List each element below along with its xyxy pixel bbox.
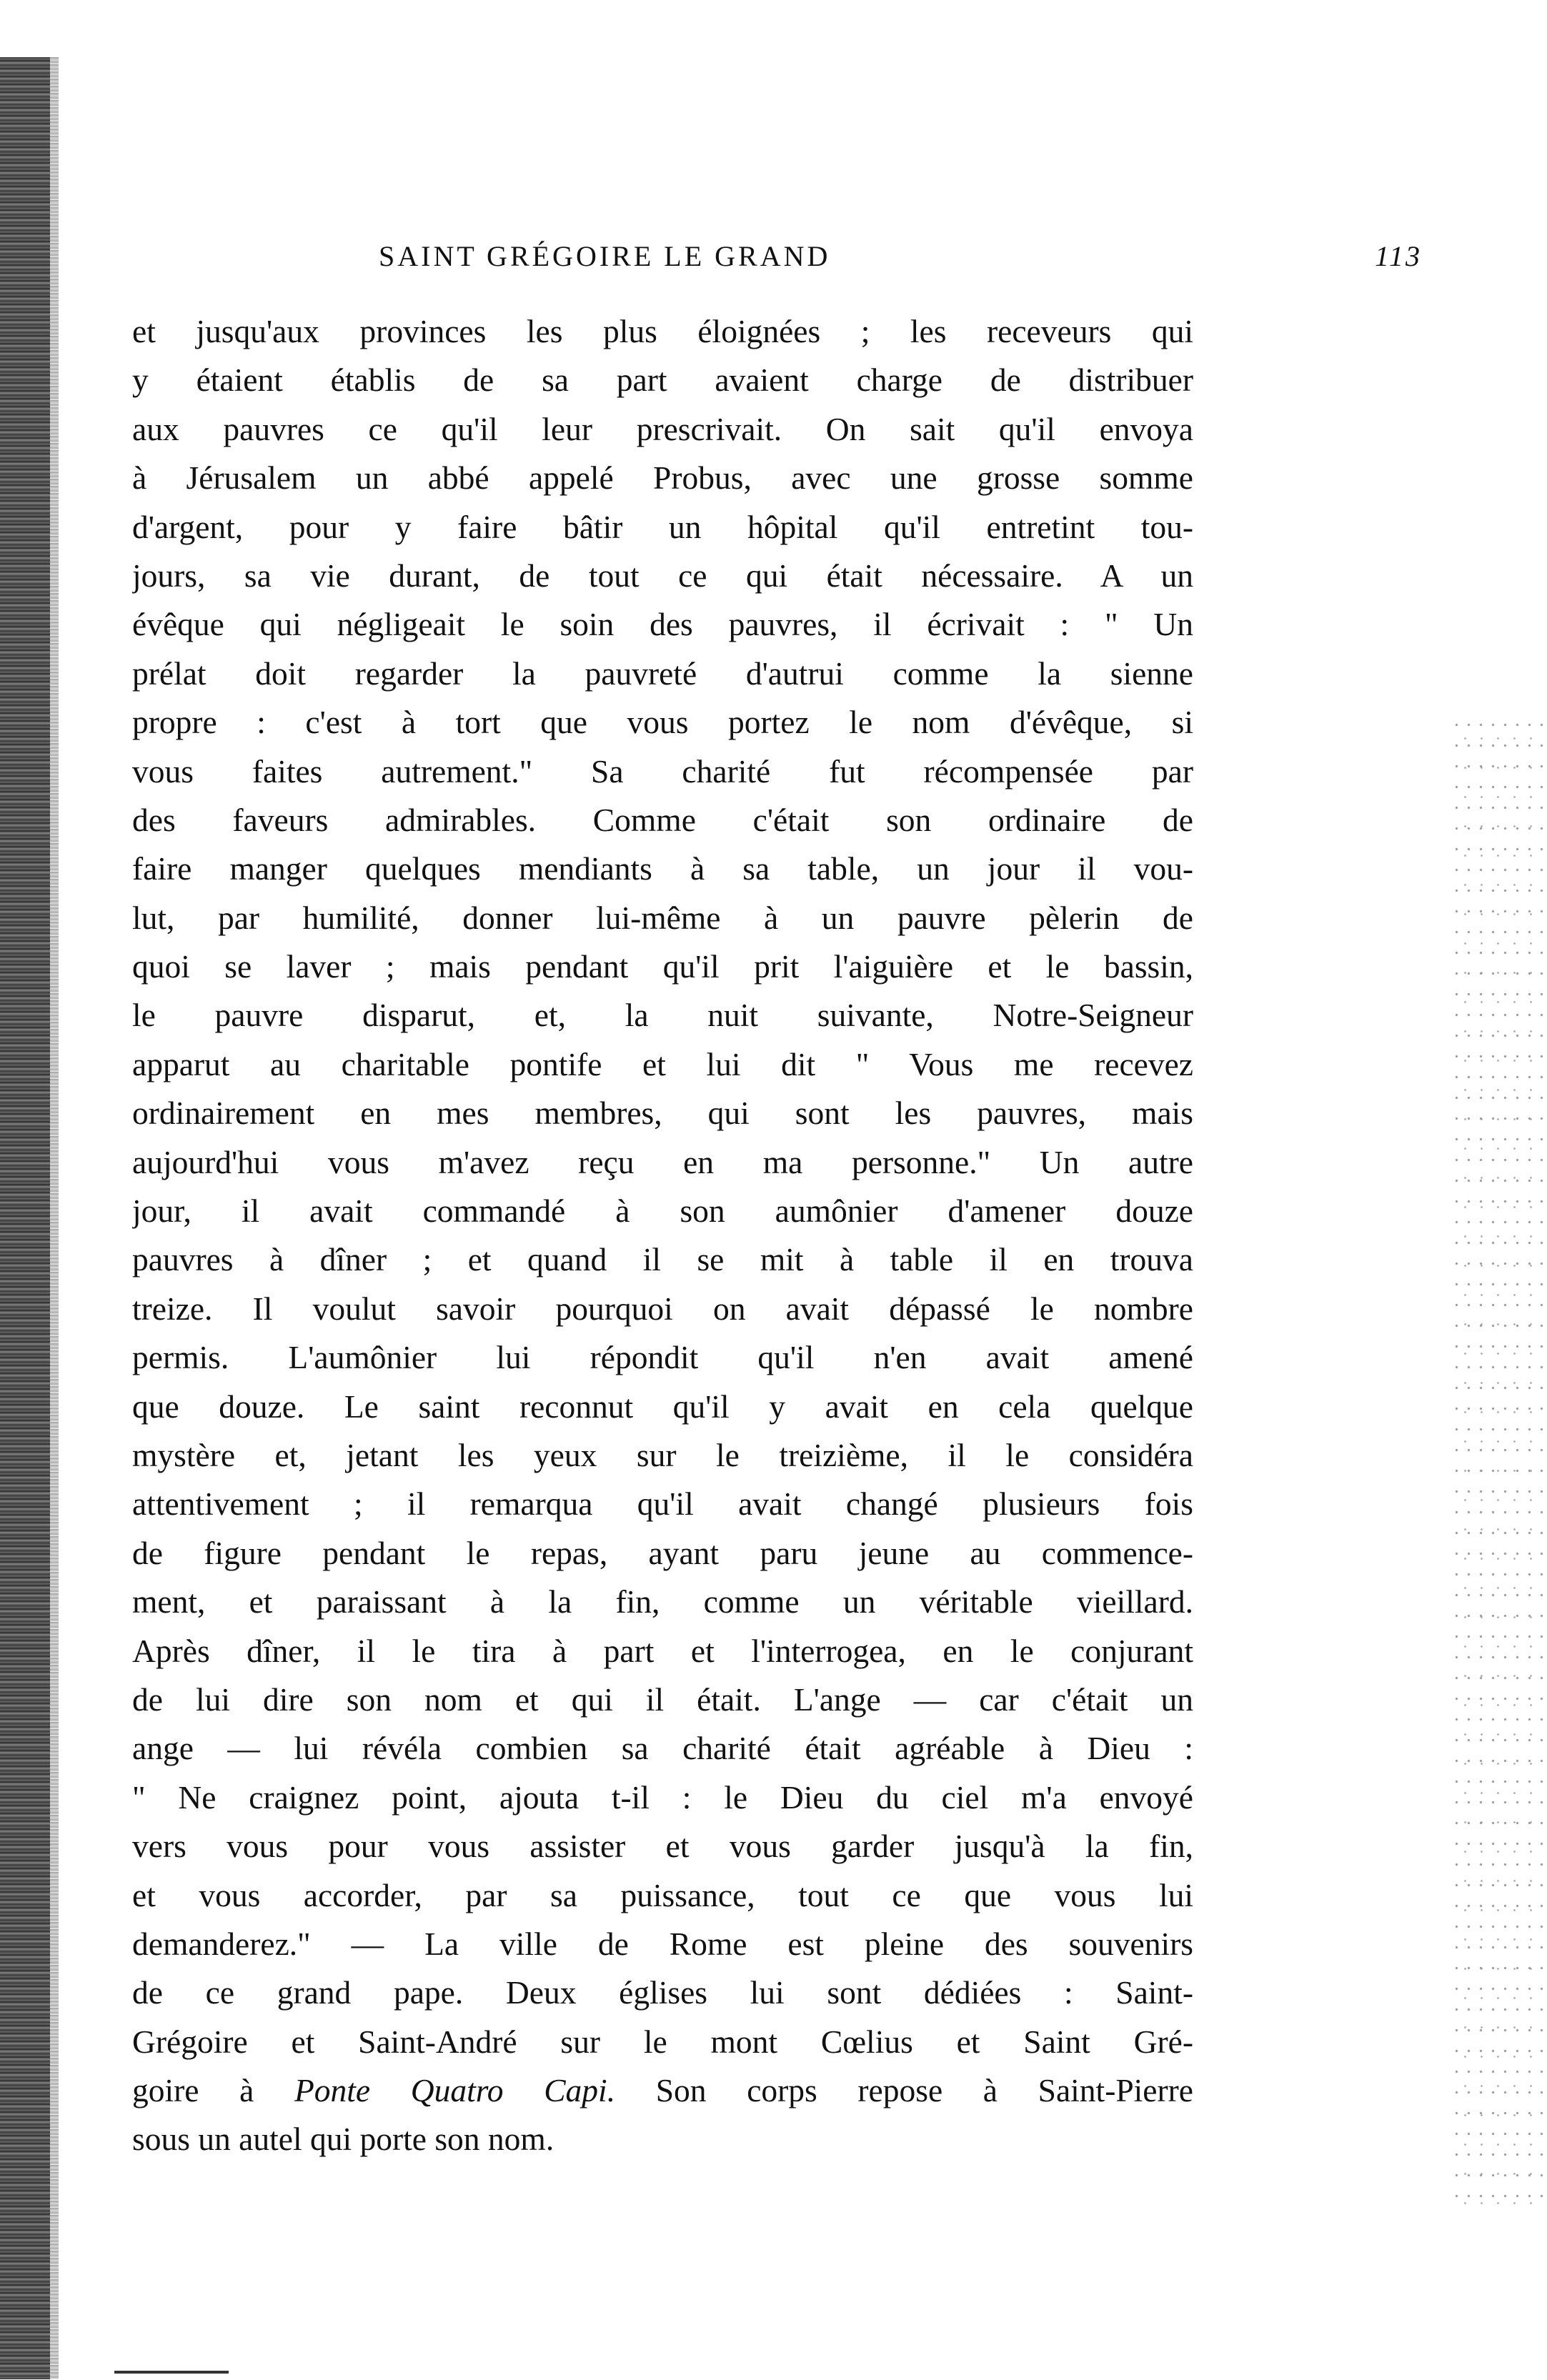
text-line: jours, sa vie durant, de tout ce qui était nécessaire. A un: [132, 557, 1193, 594]
text-line: treize. Il voulut savoir pourquoi on avait dépassé le nombre: [132, 1290, 1193, 1327]
text-line: à Jérusalem un abbé appelé Probus, avec une grosse somme: [132, 459, 1193, 497]
text-line: demanderez." — La ville de Rome est pleine des souvenirs: [132, 1925, 1193, 1962]
running-title: SAINT GRÉGOIRE LE GRAND: [379, 240, 831, 272]
margin-speckles: [1451, 715, 1543, 2215]
text-line: pauvres à dîner ; et quand il se mit à table il en trouva: [132, 1241, 1193, 1278]
text-line: permis. L'aumônier lui répondit qu'il n'en avait amené: [132, 1339, 1193, 1376]
text-line: vers vous pour vous assister et vous garder jusqu'à la fin,: [132, 1828, 1193, 1865]
text-line: évêque qui négligeait le soin des pauvres, il écrivait : " Un: [132, 606, 1193, 643]
text-line: mystère et, jetant les yeux sur le treizième, il le considéra: [132, 1436, 1193, 1473]
text-line-last: sous un autel qui porte son nom.: [132, 2121, 554, 2158]
text-line-with-italic: [132, 2066, 1193, 2115]
text-line: quoi se laver ; mais pendant qu'il prit l'aiguière et le bassin,: [132, 948, 1193, 985]
text-line: de figure pendant le repas, ayant paru jeune au commence-: [132, 1534, 1193, 1571]
text-line: aujourd'hui vous m'avez reçu en ma personne." Un autre: [132, 1143, 1193, 1180]
text-line: jour, il avait commandé à son aumônier d'amener douze: [132, 1193, 1193, 1230]
text-line: et vous accorder, par sa puissance, tout ce que vous lui: [132, 1876, 1193, 1913]
text-line: ange — lui révéla combien sa charité était agréable à Dieu :: [132, 1730, 1193, 1767]
text-line: des faveurs admirables. Comme c'était son ordinaire de: [132, 801, 1193, 838]
text-line: le pauvre disparut, et, la nuit suivante, Notre-Seigneur: [132, 997, 1193, 1034]
text-line: d'argent, pour y faire bâtir un hôpital qu'il entretint tou-: [132, 508, 1193, 545]
text-line: de ce grand pape. Deux églises lui sont dédiées : Saint-: [132, 1974, 1193, 2011]
text-line: " Ne craignez point, ajouta t-il : le Dieu du ciel m'a envoyé: [132, 1778, 1193, 1816]
text-line: ment, et paraissant à la fin, comme un véritable vieillard.: [132, 1583, 1193, 1620]
text-line: Grégoire et Saint-André sur le mont Cœlius et Saint Gré-: [132, 2023, 1193, 2060]
italic-place-name: Ponte Quatro Capi.: [294, 2072, 616, 2109]
text-line: apparut au charitable pontife et lui dit " Vous me recevez: [132, 1045, 1193, 1082]
text-line: prélat doit regarder la pauvreté d'autrui comme la sienne: [132, 654, 1193, 692]
body-text: [132, 307, 1193, 2164]
binding-foot-mark: [114, 2371, 229, 2374]
text-line: Après dîner, il le tira à part et l'interrogea, en le conjurant: [132, 1632, 1193, 1669]
text-line: vous faites autrement." Sa charité fut récompensée par: [132, 752, 1193, 790]
page-number: 113: [1374, 240, 1422, 272]
text-line: attentivement ; il remarqua qu'il avait changé plusieurs fois: [132, 1485, 1193, 1523]
text-line: de lui dire son nom et qui il était. L'ange — car c'était un: [132, 1681, 1193, 1718]
text-line: propre : c'est à tort que vous portez le nom d'évêque, si: [132, 704, 1193, 741]
text-line: aux pauvres ce qu'il leur prescrivait. On sait qu'il envoya: [132, 410, 1193, 447]
page-header: [379, 239, 1422, 282]
text-line: y étaient établis de sa part avaient charge de distribuer: [132, 362, 1193, 399]
text-line: lut, par humilité, donner lui-même à un pauvre pèlerin de: [132, 899, 1193, 936]
line-suffix: Son corps repose à Saint-Pierre: [615, 2072, 1193, 2109]
binding-edge: [0, 57, 50, 2379]
line-prefix: goire à: [132, 2072, 294, 2109]
text-line: faire manger quelques mendiants à sa table, un jour il vou-: [132, 850, 1193, 887]
text-line: et jusqu'aux provinces les plus éloignées ; les receveurs qui: [132, 313, 1193, 349]
binding-shadow: [50, 57, 59, 2379]
text-line: que douze. Le saint reconnut qu'il y avait en cela quelque: [132, 1388, 1193, 1425]
text-line: ordinairement en mes membres, qui sont les pauvres, mais: [132, 1095, 1193, 1132]
